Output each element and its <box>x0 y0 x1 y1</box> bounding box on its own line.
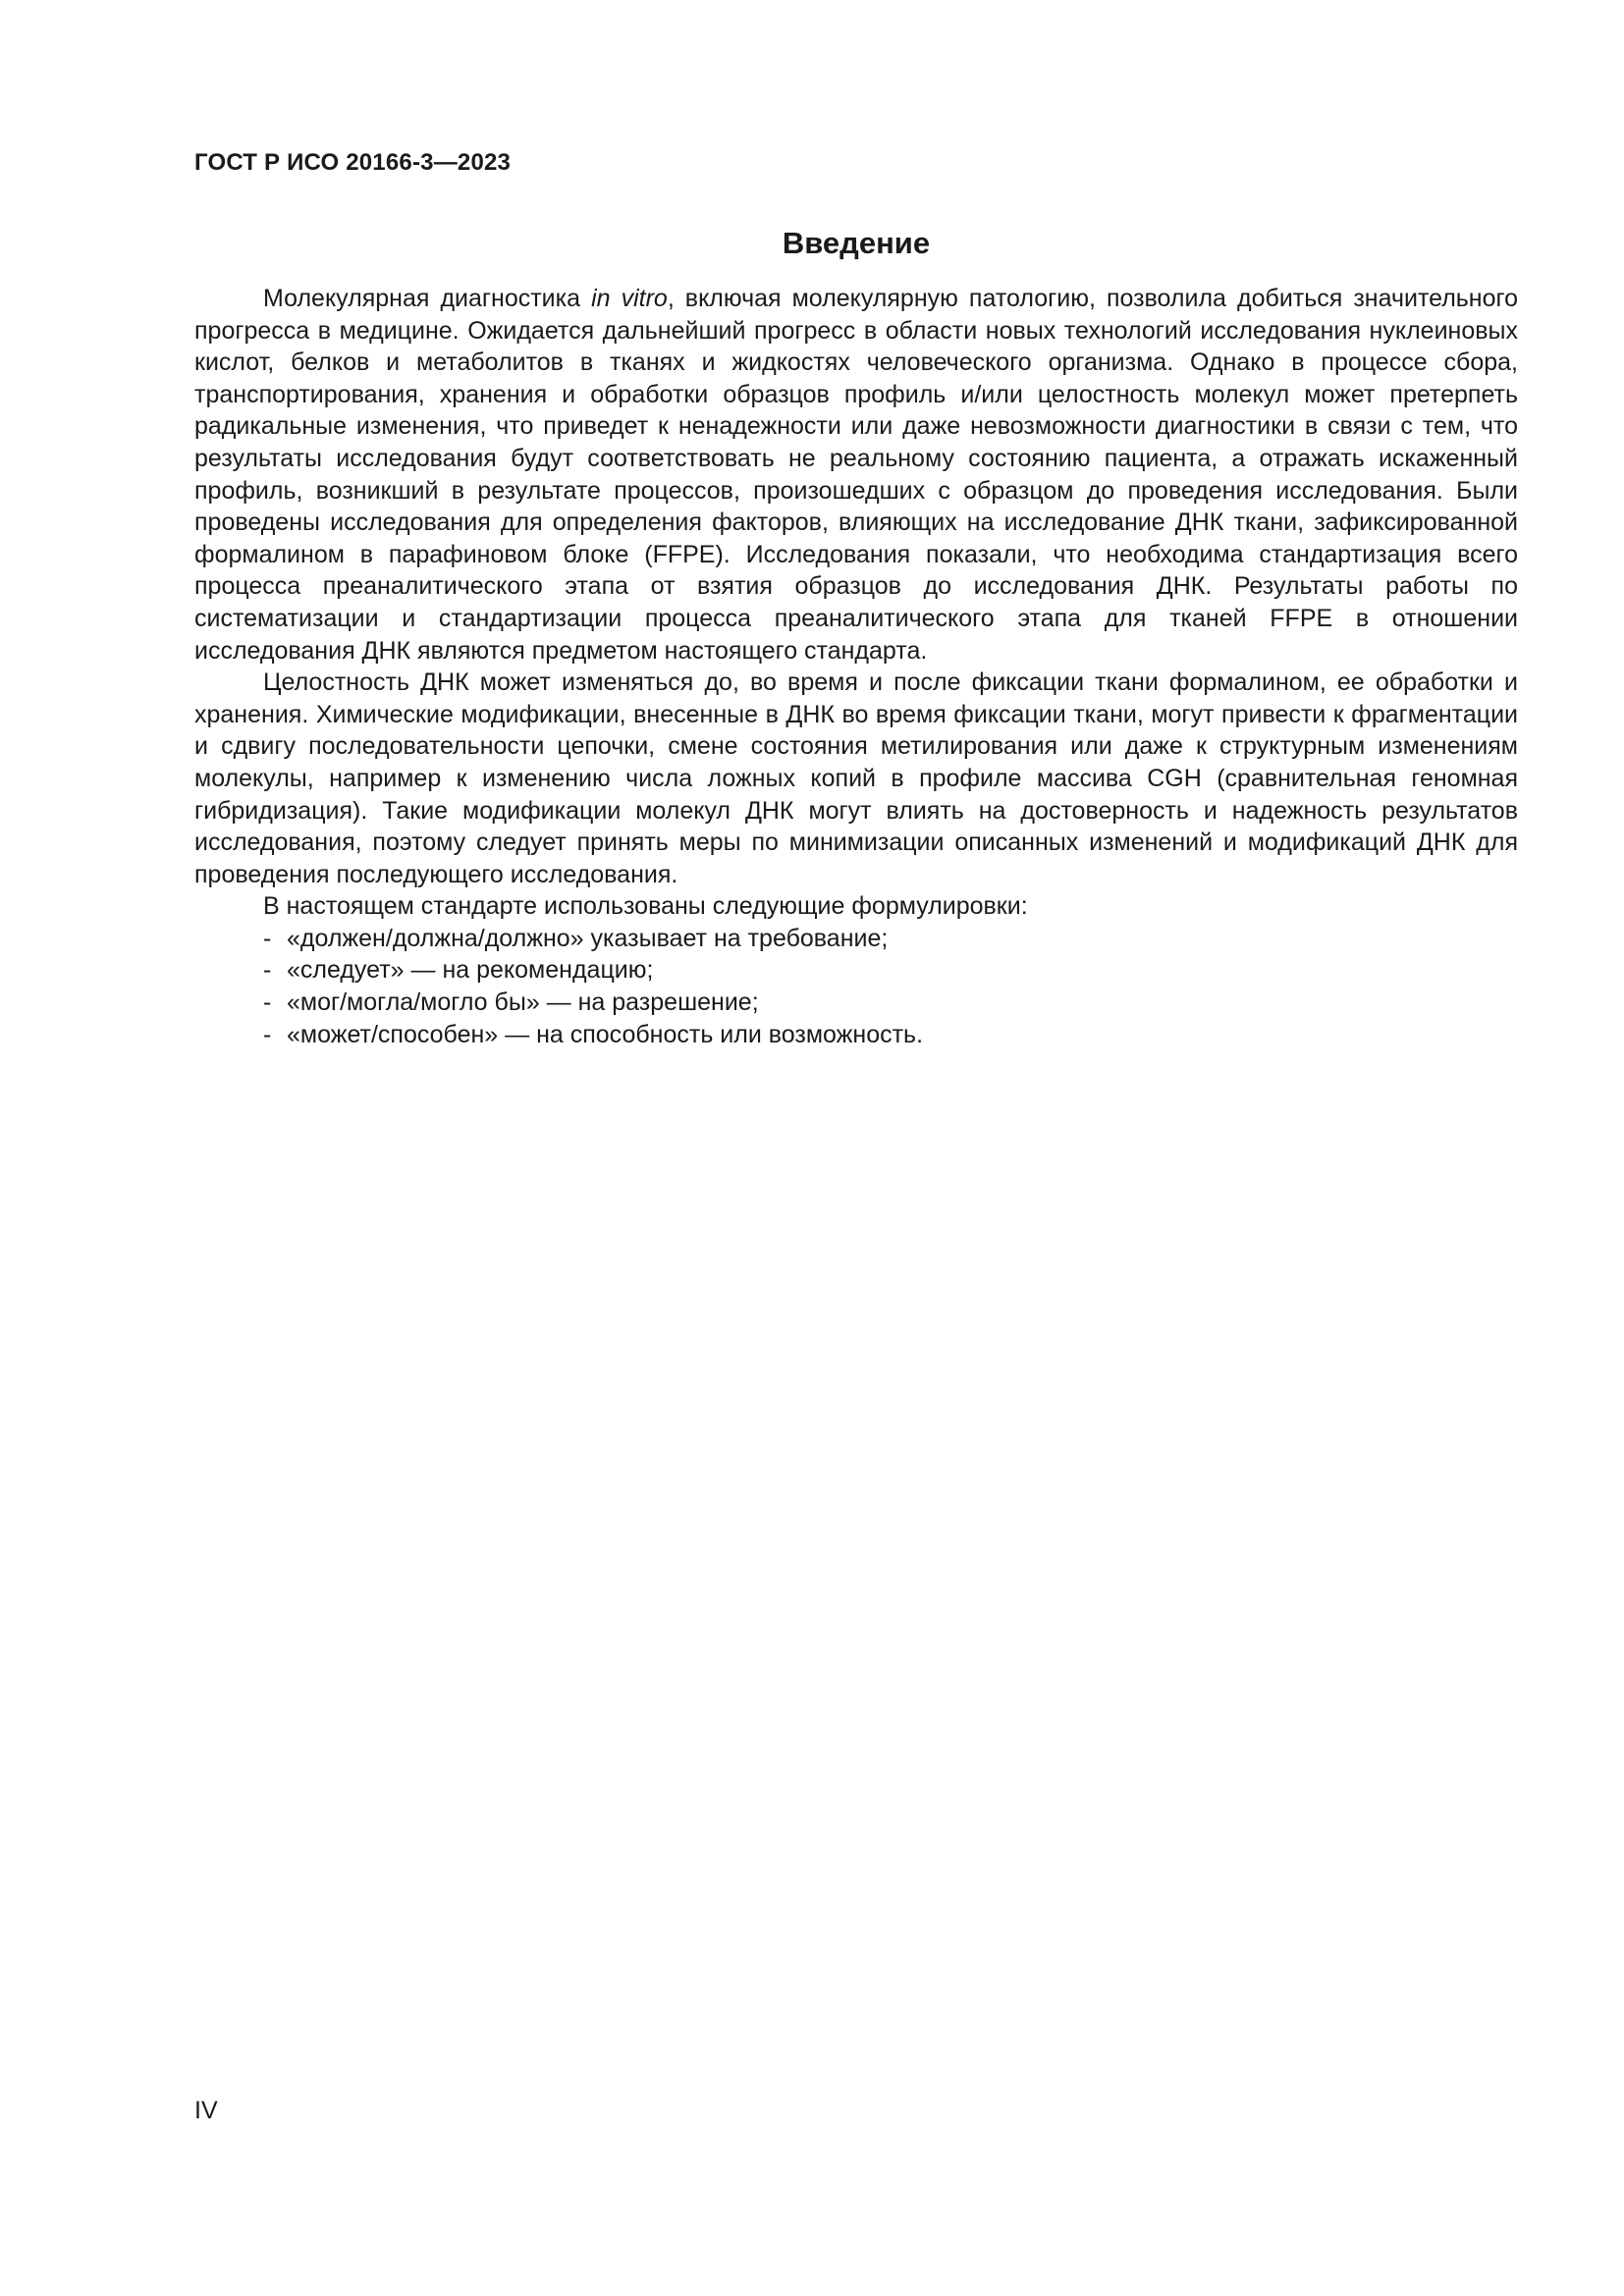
paragraph-1-rest: , включая молекулярную патологию, позволила добиться значительного прогресса в медицине. Ожидается дальнейший прогресс в области новых технологий исследования нуклеиновых кислот, белков и метаболитов в тканях и жидкостях человеческого организма. Однако в процессе сбора, транспортирования, хранения и обработки образцов профиль и/или целостность молекул может претерпеть радикальные изменения, что приведет к ненадежности или даже невозможности диагностики в связи с тем, что результаты исследования будут соответствовать не реальному состоянию пациента, а отражать искаженный профиль, возникший в результате процессов, произошедших с образцом до проведения исследования. Были проведены исследования для определения факторов, влияющих на исследование ДНК ткани, зафиксированной формалином в парафиновом блоке (FFPE). Исследования показали, что необходима стандартизация всего процесса преаналитического этапа от взятия образцов до исследования ДНК. Результаты работы по систематизации и стандартизации процесса преаналитического этапа для тканей FFPE в отношении исследования ДНК являются предметом настоящего стандарта. <box>194 285 1518 665</box>
list-item <box>194 1019 1518 1051</box>
paragraph-3: В настоящем стандарте использованы следующие формулировки: <box>263 892 1028 921</box>
list-item <box>194 987 1518 1019</box>
paragraph-2: Целостность ДНК может изменяться до, во время и после фиксации ткани формалином, ее обработки и хранения. Химические модификации, внесенные в ДНК во время фиксации ткани, могут привести к фрагментации и сдвигу последовательности цепочки, смене состояния метилирования или даже к структурным изменениям молекулы, например к изменению числа ложных копий в профиле массива CGH (сравнительная геномная гибридизация). Такие модификации молекул ДНК могут влиять на достоверность и надежность результатов исследования, поэтому следует принять меры по минимизации описанных изменений и модификаций ДНК для проведения последующего исследования. <box>194 668 1518 888</box>
page-number: IV <box>194 2097 218 2124</box>
list-item <box>194 954 1518 987</box>
section-title: Введение <box>782 226 931 260</box>
document-code-header: ГОСТ Р ИСО 20166-3—2023 <box>194 149 512 176</box>
paragraph-1 <box>194 283 1518 667</box>
section-body <box>194 283 1518 1050</box>
list-marker: - <box>263 1020 272 1048</box>
list-item-text: «следует» — на рекомендацию; <box>287 956 654 985</box>
list-item-text: «должен/должна/должно» указывает на требование; <box>287 924 889 952</box>
list-marker: - <box>263 956 272 985</box>
list-item-text: «мог/могла/могло бы» — на разрешение; <box>287 988 759 1017</box>
italic-term: in vitro <box>591 285 668 312</box>
list-item-text: «может/способен» — на способность или возможность. <box>287 1020 924 1048</box>
list-marker: - <box>263 988 272 1017</box>
list-item <box>194 923 1518 955</box>
list-marker: - <box>263 924 272 952</box>
paragraph-1-start: Молекулярная диагностика <box>263 285 592 312</box>
wording-list <box>194 923 1518 1050</box>
